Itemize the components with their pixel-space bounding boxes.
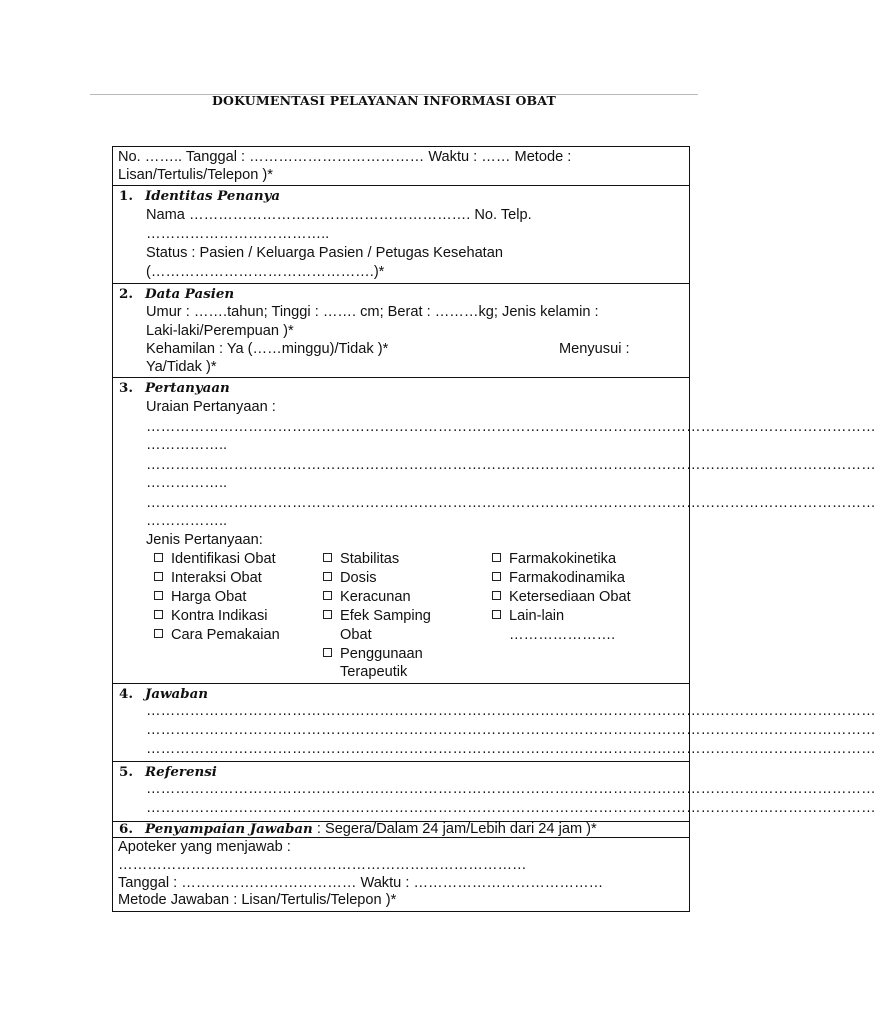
option-label-continued: Terapeutik xyxy=(340,664,408,680)
menyusui-options: Ya/Tidak )* xyxy=(146,359,217,375)
checkbox-penggunaan-terapeutik[interactable] xyxy=(323,645,423,664)
uraian-label: Uraian Pertanyaan : xyxy=(146,399,276,415)
document-title: DOKUMENTASI PELAYANAN INFORMASI OBAT xyxy=(211,93,557,108)
data-pasien-heading xyxy=(119,285,234,304)
section-number: 6. xyxy=(119,821,133,837)
header-line-2: Lisan/Tertulis/Telepon )* xyxy=(118,167,273,183)
option-label: Harga Obat xyxy=(171,589,247,605)
lain-lain-dots: …………………. xyxy=(509,627,616,643)
checkbox-cara-pemakaian[interactable] xyxy=(154,626,280,645)
checkbox-icon[interactable] xyxy=(492,591,501,600)
checkbox-icon[interactable] xyxy=(154,591,163,600)
section-number: 2. xyxy=(119,286,133,302)
uraian-dotshort-3: …………….. xyxy=(146,513,228,529)
metode-jawaban-line: Metode Jawaban : Lisan/Tertulis/Telepon )* xyxy=(118,892,397,908)
option-label: Lain-lain xyxy=(509,608,565,624)
checkbox-farmakokinetika[interactable] xyxy=(492,550,616,569)
uraian-dotshort-1: …………….. xyxy=(146,437,228,453)
status-other: (……………………………………….)* xyxy=(146,264,385,280)
penyampaian-heading xyxy=(119,820,597,839)
section-number: 4. xyxy=(119,686,133,702)
section-number: 5. xyxy=(119,764,133,780)
option-label: Ketersediaan Obat xyxy=(509,589,631,605)
section-title: Penyampaian Jawaban xyxy=(145,821,313,837)
section-title: Referensi xyxy=(145,764,217,780)
identitas-heading xyxy=(119,187,280,206)
option-label: Interaksi Obat xyxy=(171,570,262,586)
header-line-1: No. …….. Tanggal : ……………………………… Waktu : …… Metode : xyxy=(118,149,572,165)
checkbox-efek-samping-obat[interactable] xyxy=(323,607,431,626)
checkbox-icon[interactable] xyxy=(154,629,163,638)
checkbox-ketersediaan-obat[interactable] xyxy=(492,588,631,607)
checkbox-icon[interactable] xyxy=(154,572,163,581)
checkbox-stabilitas[interactable] xyxy=(323,550,399,569)
status-line: Status : Pasien / Keluarga Pasien / Petugas Kesehatan xyxy=(146,245,503,261)
penyampaian-options: : Segera/Dalam 24 jam/Lebih dari 24 jam )* xyxy=(312,821,597,837)
jenis-label: Jenis Pertanyaan: xyxy=(146,532,263,548)
data-pasien-section xyxy=(113,284,689,378)
option-label: Efek Samping xyxy=(340,608,431,624)
option-label: Stabilitas xyxy=(340,551,400,567)
checkbox-icon[interactable] xyxy=(154,610,163,619)
uraian-dotline-3: …………………………………………………………………………………………………………………………………… xyxy=(146,495,876,511)
section-title: Jawaban xyxy=(145,686,208,702)
section-title: Identitas Penanya xyxy=(145,188,281,204)
checkbox-icon[interactable] xyxy=(154,553,163,562)
option-label-continued: Obat xyxy=(340,627,372,643)
section-number: 3. xyxy=(119,380,133,396)
checkbox-kontra-indikasi[interactable] xyxy=(154,607,268,626)
checkbox-icon[interactable] xyxy=(323,553,332,562)
checkbox-icon[interactable] xyxy=(323,610,332,619)
jawaban-section xyxy=(113,684,876,762)
section-title: Data Pasien xyxy=(145,286,235,302)
kelamin-line: Laki-laki/Perempuan )* xyxy=(146,323,294,339)
footer-section xyxy=(113,838,689,911)
pertanyaan-section xyxy=(113,378,876,684)
checkbox-icon[interactable] xyxy=(492,610,501,619)
pertanyaan-heading xyxy=(119,379,230,398)
option-label: Farmakodinamika xyxy=(509,570,625,586)
identitas-section xyxy=(113,186,689,284)
referensi-dotline-2: …………………………………………………………………………………………………………………………………… xyxy=(146,800,876,816)
jawaban-dotline-1: …………………………………………………………………………………………………………………………………… xyxy=(146,703,876,719)
checkbox-farmakodinamika[interactable] xyxy=(492,569,625,588)
uraian-dotline-1: …………………………………………………………………………………………………………………………………… xyxy=(146,419,876,435)
nama-line: Nama …………………………………………………. No. Telp. xyxy=(146,207,532,223)
umur-line: Umur : …….tahun; Tinggi : ……. cm; Berat : ………kg; Jenis kelamin : xyxy=(146,304,599,320)
section-title: Pertanyaan xyxy=(145,380,230,396)
apoteker-label: Apoteker yang menjawab : xyxy=(118,839,291,855)
menyusui-label: Menyusui : xyxy=(559,341,630,357)
referensi-dotline-1: …………………………………………………………………………………………………………………………………… xyxy=(146,781,876,797)
referensi-section xyxy=(113,762,876,822)
header-section xyxy=(113,147,689,186)
telp-dots: ……………………………….. xyxy=(146,226,330,242)
section-number: 1. xyxy=(119,188,133,204)
option-label: Cara Pemakaian xyxy=(171,627,280,643)
checkbox-interaksi-obat[interactable] xyxy=(154,569,262,588)
option-label: Kontra Indikasi xyxy=(171,608,268,624)
checkbox-icon[interactable] xyxy=(323,572,332,581)
form-table xyxy=(112,146,876,912)
tanggal-waktu-line: Tanggal : ……………………………… Waktu : ………………………………… xyxy=(118,875,604,891)
checkbox-icon[interactable] xyxy=(323,591,332,600)
checkbox-keracunan[interactable] xyxy=(323,588,411,607)
checkbox-harga-obat[interactable] xyxy=(154,588,246,607)
checkbox-identifikasi-obat[interactable] xyxy=(154,550,276,569)
uraian-dotshort-2: …………….. xyxy=(146,475,228,491)
checkbox-lain-lain[interactable] xyxy=(492,607,564,626)
penyampaian-section xyxy=(113,822,689,838)
jawaban-dotline-2: …………………………………………………………………………………………………………………………………… xyxy=(146,722,876,738)
jawaban-dotline-3: …………………………………………………………………………………………………………………………………… xyxy=(146,741,876,757)
option-label: Identifikasi Obat xyxy=(171,551,276,567)
option-label: Dosis xyxy=(340,570,377,586)
option-label: Farmakokinetika xyxy=(509,551,617,567)
option-label: Keracunan xyxy=(340,589,411,605)
checkbox-dosis[interactable] xyxy=(323,569,377,588)
checkbox-icon[interactable] xyxy=(492,553,501,562)
uraian-dotline-2: …………………………………………………………………………………………………………………………………… xyxy=(146,457,876,473)
checkbox-icon[interactable] xyxy=(323,648,332,657)
kehamilan-line: Kehamilan : Ya (……minggu)/Tidak )* xyxy=(146,341,389,357)
apoteker-dots: ………………………………………………………………………… xyxy=(118,857,527,873)
checkbox-icon[interactable] xyxy=(492,572,501,581)
option-label: Penggunaan xyxy=(340,646,423,662)
